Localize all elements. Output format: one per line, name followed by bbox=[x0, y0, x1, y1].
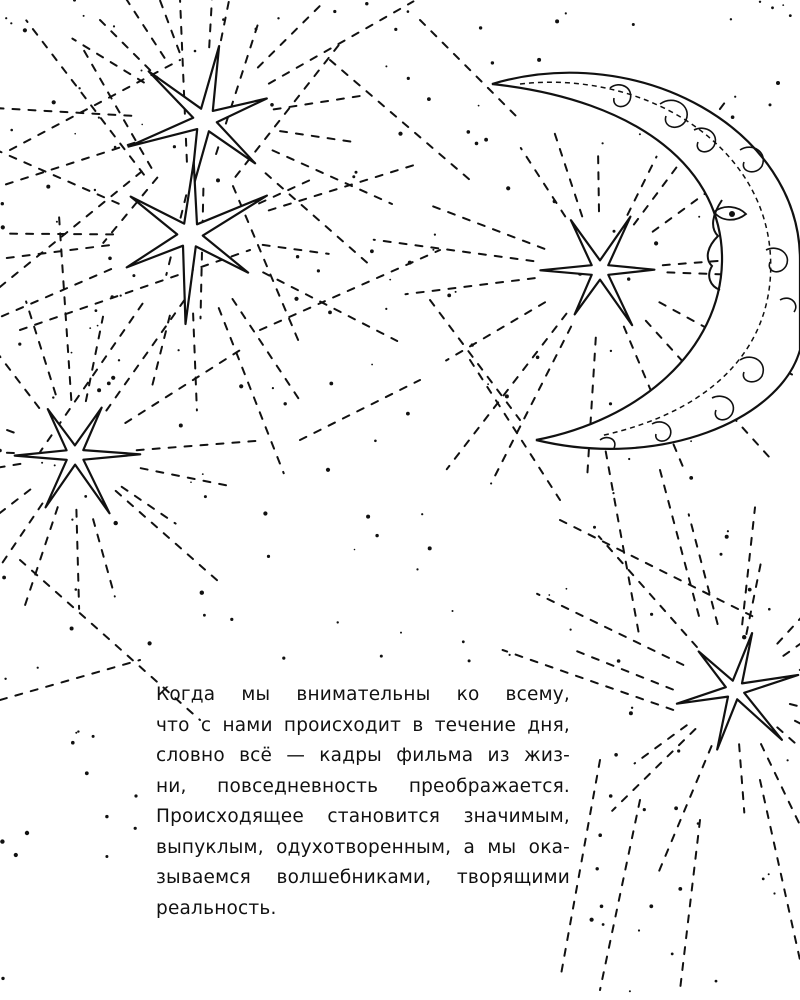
star-icon bbox=[15, 408, 141, 514]
star-icon bbox=[540, 217, 654, 325]
crescent-moon-icon bbox=[492, 73, 800, 449]
quote-line: ни, повседневность преображается. bbox=[156, 775, 570, 797]
quote-line: словно всё — кадры фильма из жиз- bbox=[156, 745, 570, 766]
quote-line: реальность. bbox=[156, 897, 277, 919]
quote-line: зываемся волшебниками, творящими bbox=[156, 867, 570, 888]
quote-text bbox=[156, 680, 570, 924]
star-icon bbox=[677, 633, 798, 749]
quote-line: что с нами происходит в течение дня, bbox=[156, 714, 570, 736]
quote-line: Происходящее становится значимым, bbox=[156, 806, 570, 827]
star-icon bbox=[127, 162, 267, 324]
quote-line: выпуклым, одухотворенным, а мы ока- bbox=[156, 836, 570, 858]
quote-line: Когда мы внимательны ко всему, bbox=[156, 684, 570, 705]
